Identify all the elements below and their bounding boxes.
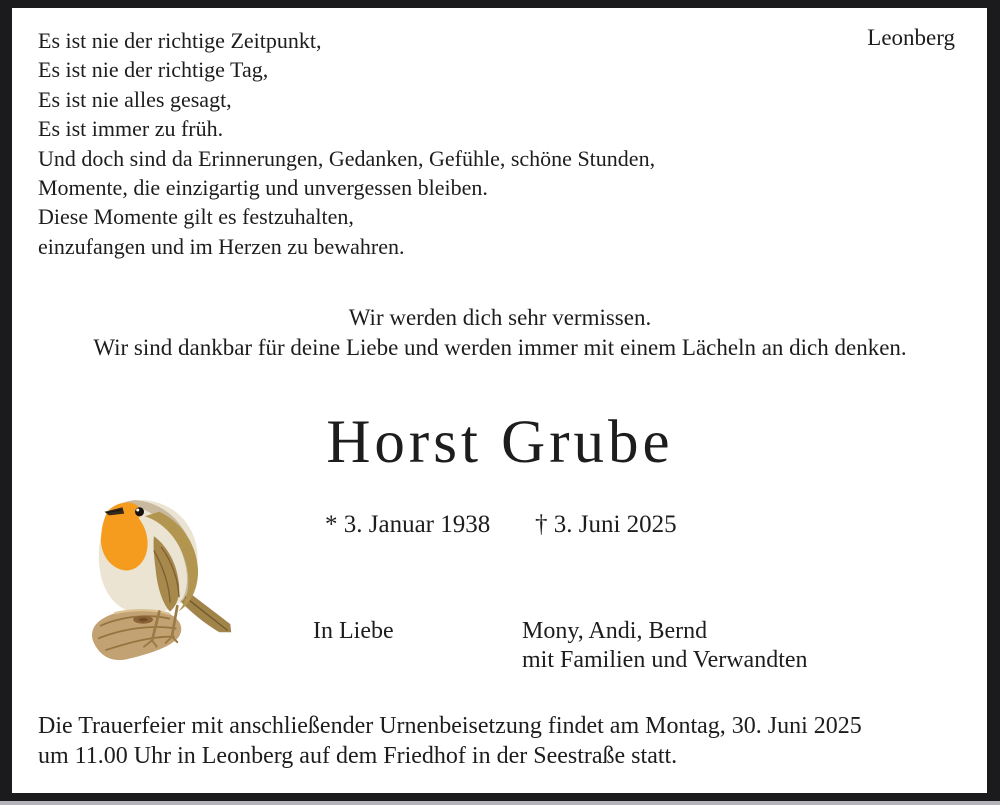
poem-line: Momente, die einzigartig und unvergessen bleiben. [38, 175, 488, 201]
poem-line: Es ist nie der richtige Tag, [38, 57, 269, 83]
location-label: Leonberg [867, 25, 955, 50]
funeral-info-line: um 11.00 Uhr in Leonberg auf dem Friedhof in der Seestraße statt. [38, 743, 678, 769]
mourners-block [522, 617, 808, 675]
poem-block [38, 26, 655, 261]
birth-date: * 3. Januar 1938 [325, 511, 491, 538]
tribute-block [0, 303, 1000, 363]
poem-line: Und doch sind da Erinnerungen, Gedanken, Gefühle, schöne Stunden, [38, 145, 656, 171]
funeral-info-block [38, 711, 862, 771]
mourners-line: Mony, Andi, Bernd [522, 618, 708, 644]
poem-line: Es ist immer zu früh. [38, 116, 224, 142]
poem-line: einzufangen und im Herzen zu bewahren. [38, 233, 405, 259]
tribute-line: Wir sind dankbar für deine Liebe und werden immer mit einem Lächeln an dich denken. [93, 335, 907, 360]
poem-line: Es ist nie alles gesagt, [38, 86, 232, 112]
poem-line: Es ist nie der richtige Zeitpunkt, [38, 28, 322, 53]
death-date: † 3. Juni 2025 [535, 511, 677, 538]
closing-label: In Liebe [313, 618, 394, 644]
mourners-line: mit Familien und Verwandten [522, 647, 808, 673]
robin-photo [91, 500, 233, 662]
robin-eye [135, 507, 144, 516]
poem-line: Diese Momente gilt es festzuhalten, [38, 204, 354, 230]
tribute-line: Wir werden dich sehr vermissen. [348, 305, 652, 330]
funeral-info-line: Die Trauerfeier mit anschließender Urnenbeisetzung findet am Montag, 30. Juni 2025 [38, 713, 862, 739]
deceased-name: Horst Grube [326, 409, 674, 476]
